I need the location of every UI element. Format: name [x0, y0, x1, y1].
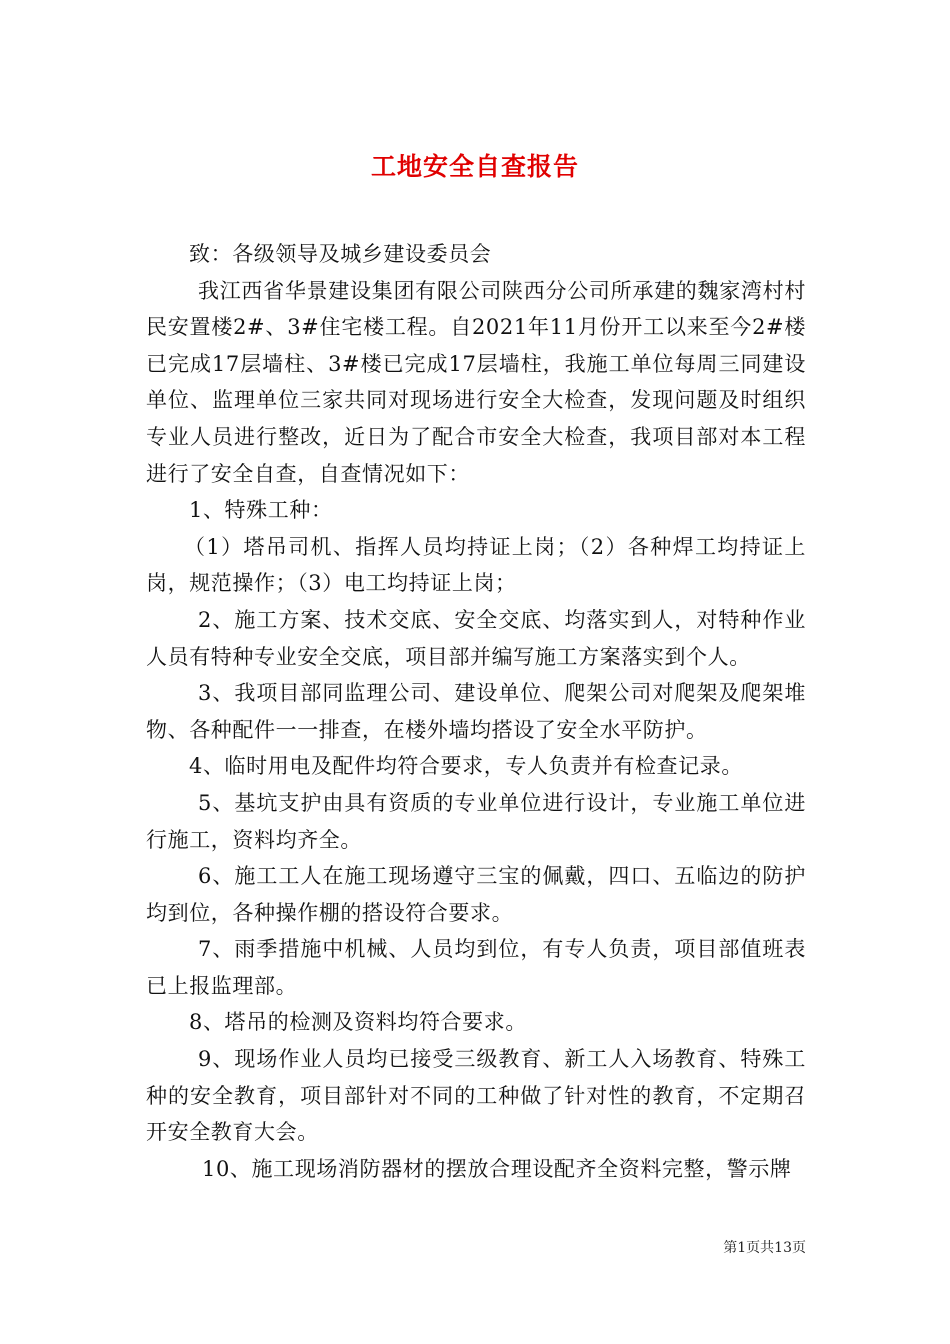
list-item: 5、基坑支护由具有资质的专业单位进行设计，专业施工单位进行施工，资料均齐全。	[146, 790, 806, 852]
list-item: 4、临时用电及配件均符合要求，专人负责并有检查记录。	[189, 754, 743, 779]
list-item: 2、施工方案、技术交底、安全交底、均落实到人，对特种作业人员有特种专业安全交底，项目部并编写施工方案落实到个人。	[146, 607, 806, 669]
document-body	[146, 236, 806, 1187]
page-number: 第1页共13页	[723, 1240, 806, 1256]
list-item: 7、雨季措施中机械、人员均到位，有专人负责，项目部值班表已上报监理部。	[146, 937, 806, 998]
intro-paragraph: 我江西省华景建设集团有限公司陕西分公司所承建的魏家湾村村民安置楼2#、3#住宅楼工程。自2021年11月份开工以来至今2#楼已完成17层墙柱、3#楼已完成17层墙柱，我施工单位每周三同建设单位、监理单位三家共同对现场进行安全大检查，发现问题及时组织专业人员进行整改，近日为了配合市安全大检查，我项目部对本工程进行了安全自查，自查情况如下：	[146, 278, 806, 486]
list-item: 8、塔吊的检测及资料均符合要求。	[189, 1010, 527, 1035]
salutation: 致：各级领导及城乡建设委员会	[189, 242, 492, 266]
list-item: 10、施工现场消防器材的摆放合理设配齐全资料完整，警示牌	[202, 1156, 792, 1181]
list-item: 1、特殊工种：	[189, 498, 333, 523]
list-item: 9、现场作业人员均已接受三级教育、新工人入场教育、特殊工种的安全教育，项目部针对不同的工种做了针对性的教育，不定期召开安全教育大会。	[146, 1047, 806, 1145]
page-title: 工地安全自查报告	[370, 151, 579, 181]
list-item: （1）塔吊司机、指挥人员均持证上岗；（2）各种焊工均持证上岗，规范操作；（3）电工均持证上岗；	[146, 534, 806, 596]
list-item: 6、施工工人在施工现场遵守三宝的佩戴，四口、五临边的防护均到位，各种操作棚的搭设符合要求。	[146, 864, 806, 925]
list-item: 3、我项目部同监理公司、建设单位、爬架公司对爬架及爬架堆物、各种配件一一排查，在楼外墙均搭设了安全水平防护。	[146, 681, 806, 742]
